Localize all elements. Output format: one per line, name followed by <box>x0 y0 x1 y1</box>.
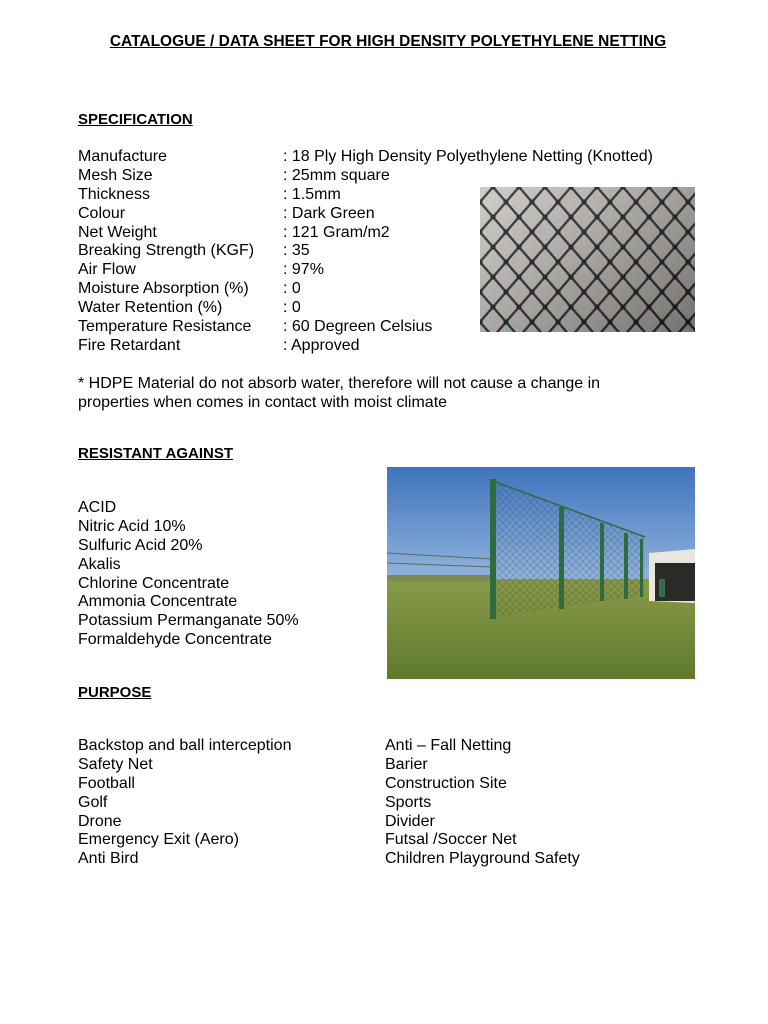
note-line-2: properties when comes in contact with moist climate <box>78 394 448 411</box>
spec-label: Moisture Absorption (%) <box>78 280 249 298</box>
purpose-item: Futsal /Soccer Net <box>385 831 517 849</box>
purpose-item: Football <box>78 774 135 792</box>
spec-value: : 1.5mm <box>283 185 341 203</box>
document-title: CATALOGUE / DATA SHEET FOR HIGH DENSITY POLYETHYLENE NETTING <box>109 33 667 50</box>
note-line-1: * HDPE Material do not absorb water, therefore will not cause a change in <box>78 375 601 392</box>
spec-label: Manufacture <box>78 148 167 165</box>
purpose-item: Anti Bird <box>78 850 139 868</box>
spec-label: Water Retention (%) <box>78 299 223 317</box>
spec-label: Mesh Size <box>78 166 153 184</box>
purpose-item: Backstop and ball interception <box>78 737 292 754</box>
purpose-item: Drone <box>78 812 122 830</box>
purpose-item: Construction Site <box>385 774 507 792</box>
resistant-against-heading: RESISTANT AGAINST <box>78 445 234 462</box>
resistant-item: Chlorine Concentrate <box>78 574 230 592</box>
purpose-item: Divider <box>385 812 435 830</box>
netting-closeup-photo <box>480 187 695 332</box>
purpose-item: Anti – Fall Netting <box>385 737 512 754</box>
spec-value: : Approved <box>283 336 360 354</box>
purpose-item: Emergency Exit (Aero) <box>78 831 239 849</box>
spec-label: Net Weight <box>78 223 157 241</box>
specification-heading: SPECIFICATION <box>78 111 193 128</box>
spec-label: Breaking Strength (KGF) <box>78 242 255 260</box>
spec-value: : 121 Gram/m2 <box>283 223 390 241</box>
purpose-item: Children Playground Safety <box>385 850 580 868</box>
spec-value: : 35 <box>283 242 310 260</box>
hdpe-note <box>78 374 678 412</box>
spec-label: Thickness <box>78 185 151 203</box>
spec-label: Colour <box>78 204 126 222</box>
spec-value: : 0 <box>283 280 301 298</box>
resistant-item: Formaldehyde Concentrate <box>78 631 272 649</box>
purpose-item: Golf <box>78 793 108 811</box>
resistant-item: Nitric Acid 10% <box>78 517 186 535</box>
resistant-item: Potassium Permanganate 50% <box>78 612 299 630</box>
resistant-item: Sulfuric Acid 20% <box>78 536 203 554</box>
purpose-item: Safety Net <box>78 755 153 773</box>
purpose-item: Barier <box>385 755 428 773</box>
purpose-item: Sports <box>385 793 432 811</box>
spec-label: Air Flow <box>78 261 136 279</box>
resistant-item: ACID <box>78 499 117 516</box>
purpose-list-left <box>78 736 291 868</box>
purpose-list-right <box>385 736 580 868</box>
spec-value: : 18 Ply High Density Polyethylene Netting (Knotted) <box>283 148 653 165</box>
spec-label: Temperature Resistance <box>78 318 252 336</box>
resistant-item: Ammonia Concentrate <box>78 593 238 611</box>
resistant-list <box>78 498 299 649</box>
spec-value: : 0 <box>283 299 301 317</box>
spec-value: : 97% <box>283 261 324 279</box>
netting-field-photo <box>387 467 695 679</box>
spec-value: : 25mm square <box>283 166 390 184</box>
spec-value: : Dark Green <box>283 204 375 222</box>
spec-value: : 60 Degreen Celsius <box>283 318 433 336</box>
purpose-heading: PURPOSE <box>78 684 152 701</box>
resistant-item: Akalis <box>78 555 121 573</box>
spec-label: Fire Retardant <box>78 336 181 354</box>
